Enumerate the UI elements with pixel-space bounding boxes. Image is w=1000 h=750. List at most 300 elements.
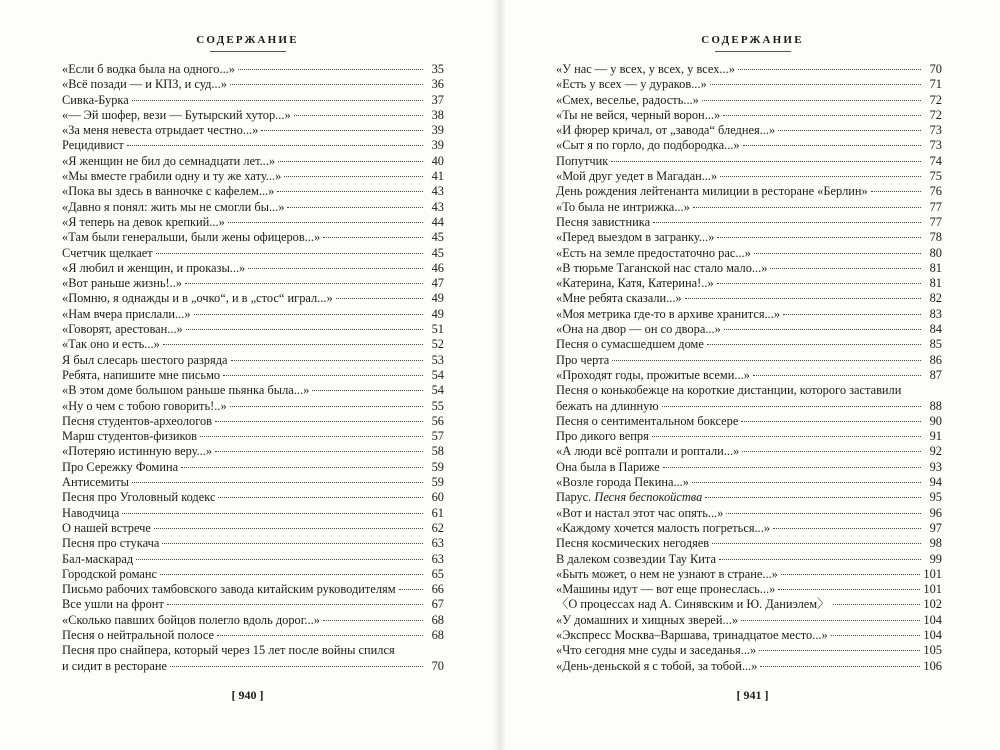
toc-entry-page: 78 bbox=[929, 230, 942, 245]
toc-entry-title: День рождения лейтенанта милиции в ресторане «Берлин» bbox=[556, 184, 868, 199]
dot-leader bbox=[741, 420, 921, 422]
toc-entry bbox=[556, 108, 942, 123]
toc-entry bbox=[556, 307, 942, 322]
toc-entry-title: «Моя метрика где-то в архиве хранится...» bbox=[556, 306, 781, 321]
toc-entry-title: Бал-маскарад bbox=[62, 551, 134, 566]
toc-entry bbox=[556, 506, 942, 521]
left-page-header bbox=[0, 34, 495, 52]
dot-leader bbox=[753, 374, 921, 376]
toc-entry bbox=[62, 567, 444, 582]
toc-entry-page: 96 bbox=[929, 505, 942, 520]
toc-entry bbox=[62, 444, 444, 459]
toc-entry-title: «Ты не вейся, черный ворон...» bbox=[556, 107, 721, 122]
toc-entry-row bbox=[556, 643, 942, 658]
toc-entry-title: Песня о сумасшедшем доме bbox=[556, 337, 704, 352]
toc-entry-row bbox=[556, 291, 942, 306]
toc-entry-row bbox=[556, 475, 942, 490]
toc-entry-row bbox=[556, 276, 942, 291]
toc-entry bbox=[556, 383, 942, 414]
toc-entry bbox=[556, 123, 942, 138]
toc-entry bbox=[62, 628, 444, 643]
toc-entry-row bbox=[62, 353, 444, 368]
toc-entry bbox=[62, 291, 444, 306]
toc-entry bbox=[556, 643, 942, 658]
dot-leader bbox=[215, 450, 423, 452]
toc-entry-row bbox=[556, 261, 942, 276]
toc-entry bbox=[556, 184, 942, 199]
toc-entry-page: 72 bbox=[929, 92, 942, 107]
toc-entry-row bbox=[556, 414, 942, 429]
toc-entry bbox=[556, 291, 942, 306]
dot-leader bbox=[611, 160, 921, 162]
toc-entry-row bbox=[62, 521, 444, 536]
toc-entry bbox=[556, 521, 942, 536]
toc-entry-page: 43 bbox=[431, 184, 444, 199]
toc-entry bbox=[556, 368, 942, 383]
toc-entry-page: 88 bbox=[929, 398, 942, 413]
toc-entry-page: 81 bbox=[929, 276, 942, 291]
toc-entry-page: 106 bbox=[923, 658, 942, 673]
toc-entry bbox=[62, 200, 444, 215]
toc-entry-title: «Каждому хочется малость погреться...» bbox=[556, 520, 771, 535]
toc-entry-title: «Смех, веселье, радость...» bbox=[556, 92, 699, 107]
toc-entry-page: 99 bbox=[929, 551, 942, 566]
toc-entry bbox=[62, 108, 444, 123]
dot-leader bbox=[742, 450, 921, 452]
dot-leader bbox=[712, 542, 921, 544]
toc-entry-title: «Всё позади — и КПЗ, и суд...» bbox=[62, 77, 227, 92]
toc-entry bbox=[62, 215, 444, 230]
toc-entry-title: «Экспресс Москва–Варшава, тринадцатое место...» bbox=[556, 627, 828, 642]
toc-entry-title bbox=[556, 490, 702, 505]
toc-entry-page: 45 bbox=[431, 230, 444, 245]
toc-entry-row bbox=[556, 460, 942, 475]
dot-leader bbox=[228, 221, 423, 223]
toc-entry-title: «То была не интрижка...» bbox=[556, 199, 690, 214]
toc-entry-page: 72 bbox=[929, 107, 942, 122]
toc-entry-title: «В тюрьме Таганской нас стало мало...» bbox=[556, 260, 768, 275]
toc-entry bbox=[556, 597, 942, 612]
toc-entry-row bbox=[62, 123, 444, 138]
toc-entry-row bbox=[556, 62, 942, 77]
left-page bbox=[0, 0, 495, 750]
toc-entry bbox=[556, 444, 942, 459]
toc-entry-row bbox=[62, 506, 444, 521]
dot-leader bbox=[294, 114, 423, 116]
dot-leader bbox=[693, 206, 921, 208]
toc-entry-title: В далеком созвездии Тау Кита bbox=[556, 551, 716, 566]
toc-entry-title: «Я теперь на девок крепкий...» bbox=[62, 214, 225, 229]
dot-leader bbox=[717, 236, 921, 238]
toc-entry-page: 70 bbox=[431, 658, 444, 673]
toc-entry bbox=[62, 383, 444, 398]
toc-entry-page: 68 bbox=[431, 612, 444, 627]
toc-entry-page: 39 bbox=[431, 123, 444, 138]
toc-entry-title: Песня о сентиментальном боксере bbox=[556, 413, 739, 428]
toc-entry-page: 55 bbox=[431, 398, 444, 413]
toc-entry-page: 80 bbox=[929, 245, 942, 260]
toc-entry-row bbox=[62, 138, 444, 153]
toc-entry bbox=[556, 93, 942, 108]
toc-entry-page: 52 bbox=[431, 337, 444, 352]
toc-entry bbox=[62, 353, 444, 368]
toc-entry-row bbox=[556, 108, 942, 123]
toc-entry bbox=[556, 322, 942, 337]
toc-entry-page: 60 bbox=[431, 490, 444, 505]
toc-entry bbox=[62, 582, 444, 597]
header-rule bbox=[210, 51, 286, 52]
toc-entry-title-italic: Песня беспокойства bbox=[594, 490, 703, 505]
dot-leader bbox=[185, 282, 423, 284]
toc-entry-title: Песня про стукача bbox=[62, 536, 160, 551]
toc-entry-page: 101 bbox=[923, 582, 942, 597]
toc-entry-title: «Пока вы здесь в ванночке с кафелем...» bbox=[62, 184, 275, 199]
toc-entry-row bbox=[62, 154, 444, 169]
toc-entry-row bbox=[556, 506, 942, 521]
dot-leader bbox=[702, 99, 921, 101]
dot-leader bbox=[770, 267, 921, 269]
dot-leader bbox=[399, 588, 423, 590]
toc-entry-page: 66 bbox=[431, 582, 444, 597]
toc-entry-row bbox=[62, 460, 444, 475]
toc-entry-title: Счетчик щелкает bbox=[62, 245, 153, 260]
toc-entry-page: 65 bbox=[431, 566, 444, 581]
toc-entry-page: 63 bbox=[431, 536, 444, 551]
toc-entry-title: Городской романс bbox=[62, 566, 157, 581]
toc-entry-title: 〈О процессах над А. Синявским и Ю. Даниэлем〉 bbox=[556, 597, 830, 612]
toc-entry-row bbox=[556, 169, 942, 184]
dot-leader bbox=[726, 512, 921, 514]
toc-entry-row bbox=[556, 77, 942, 92]
toc-entry bbox=[62, 399, 444, 414]
toc-entry bbox=[62, 62, 444, 77]
toc-entry-page: 58 bbox=[431, 444, 444, 459]
toc-entry-title-cont: и сидит в ресторане bbox=[62, 658, 168, 673]
toc-entry bbox=[62, 368, 444, 383]
toc-entry-row bbox=[62, 261, 444, 276]
toc-entry-title: Письмо рабочих тамбовского завода китайским руководителям bbox=[62, 582, 396, 597]
toc-entry bbox=[556, 154, 942, 169]
toc-entry-title: Наводчица bbox=[62, 505, 120, 520]
toc-entry-page: 59 bbox=[431, 459, 444, 474]
dot-leader bbox=[194, 313, 423, 315]
toc-entry-page: 104 bbox=[923, 612, 942, 627]
toc-entry-title: «Я женщин не бил до семнадцати лет...» bbox=[62, 153, 276, 168]
toc-entry-row bbox=[62, 184, 444, 199]
dot-leader bbox=[723, 114, 921, 116]
dot-leader bbox=[127, 144, 423, 146]
toc-entry-title: «Нам вчера прислали...» bbox=[62, 306, 191, 321]
toc-entry-row bbox=[62, 108, 444, 123]
toc-entry bbox=[62, 230, 444, 245]
toc-entry-row bbox=[62, 169, 444, 184]
toc-entry-title: Про черта bbox=[556, 352, 610, 367]
toc-entry-page: 51 bbox=[431, 322, 444, 337]
toc-entry-row bbox=[62, 291, 444, 306]
toc-entry-row bbox=[62, 490, 444, 505]
toc-entry-title: «Сколько павших бойцов полегло вдоль дорог...» bbox=[62, 612, 320, 627]
toc-entry-title: Песня о конькобежце на короткие дистанции, которого заставили bbox=[556, 383, 902, 398]
dot-leader bbox=[186, 328, 423, 330]
toc-entry-row bbox=[556, 154, 942, 169]
toc-entry-row bbox=[62, 628, 444, 643]
toc-entry-title: «Перед выездом в загранку...» bbox=[556, 230, 715, 245]
toc-entry-row bbox=[556, 246, 942, 261]
toc-entry-title: «Машины идут — вот еще пронеслась...» bbox=[556, 582, 776, 597]
dot-leader bbox=[653, 221, 921, 223]
dot-leader bbox=[223, 374, 423, 376]
toc-entry bbox=[556, 552, 942, 567]
toc-entry-row bbox=[556, 230, 942, 245]
toc-entry-row bbox=[62, 567, 444, 582]
toc-entry-page: 97 bbox=[929, 520, 942, 535]
toc-entry-page: 95 bbox=[929, 490, 942, 505]
toc-entry-row bbox=[62, 429, 444, 444]
toc-entry-title: «Я любил и женщин, и проказы...» bbox=[62, 260, 246, 275]
toc-entry-page: 94 bbox=[929, 475, 942, 490]
toc-entry-row bbox=[556, 521, 942, 536]
toc-entry-title-cont: бежать на длинную bbox=[556, 398, 659, 413]
toc-entry-page: 70 bbox=[929, 62, 942, 76]
dot-leader bbox=[181, 466, 423, 468]
toc-entry-row bbox=[62, 536, 444, 551]
toc-entry-row bbox=[556, 200, 942, 215]
dot-leader bbox=[336, 297, 423, 299]
toc-entry-page: 44 bbox=[431, 214, 444, 229]
toc-entry-page: 62 bbox=[431, 520, 444, 535]
toc-entry-row bbox=[556, 567, 942, 582]
toc-entry-title: Сивка-Бурка bbox=[62, 92, 129, 107]
toc-entry-row bbox=[556, 322, 942, 337]
toc-entry-page: 47 bbox=[431, 276, 444, 291]
dot-leader bbox=[781, 573, 921, 575]
toc-entry-title: Все ушли на фронт bbox=[62, 597, 164, 612]
toc-entry bbox=[556, 582, 942, 597]
dot-leader bbox=[738, 68, 921, 70]
dot-leader bbox=[132, 99, 423, 101]
dot-leader bbox=[741, 619, 920, 621]
toc-entry bbox=[62, 138, 444, 153]
toc-entry-title: «У нас — у всех, у всех, у всех...» bbox=[556, 62, 735, 76]
toc-entry-title: «Вот раньше жизнь!..» bbox=[62, 276, 183, 291]
toc-entry bbox=[556, 353, 942, 368]
toc-entry-title: «Помню, я однажды и в „очко“, и в „стос“ играл...» bbox=[62, 291, 333, 306]
toc-entry-page: 105 bbox=[923, 643, 942, 658]
dot-leader bbox=[248, 267, 423, 269]
toc-entry-title-main: Парус. bbox=[556, 490, 592, 505]
toc-entry bbox=[62, 246, 444, 261]
dot-leader bbox=[200, 435, 423, 437]
toc-entry-page: 91 bbox=[929, 429, 942, 444]
toc-entry-page: 102 bbox=[923, 597, 942, 612]
toc-entry-page: 46 bbox=[431, 260, 444, 275]
toc-entry bbox=[62, 490, 444, 505]
toc-entry-row bbox=[556, 597, 942, 612]
toc-entry-row bbox=[62, 399, 444, 414]
toc-entry bbox=[556, 77, 942, 92]
toc-entry-title: «Так оно и есть...» bbox=[62, 337, 160, 352]
dot-leader bbox=[759, 649, 920, 651]
dot-leader bbox=[705, 496, 921, 498]
dot-leader bbox=[278, 160, 423, 162]
dot-leader bbox=[163, 343, 423, 345]
dot-leader bbox=[122, 512, 423, 514]
toc-entry-row bbox=[62, 414, 444, 429]
toc-entry bbox=[62, 613, 444, 628]
toc-entry-page: 56 bbox=[431, 413, 444, 428]
toc-entry bbox=[62, 184, 444, 199]
toc-entry-title: «Сыт я по горло, до подбородка...» bbox=[556, 138, 740, 153]
toc-entry bbox=[62, 337, 444, 352]
dot-leader bbox=[662, 405, 921, 407]
toc-entry bbox=[62, 93, 444, 108]
toc-entry-title: Песня про снайпера, который через 15 лет после войны спился bbox=[62, 643, 395, 658]
toc-entry-title: «Мой друг уедет в Магадан...» bbox=[556, 169, 718, 184]
dot-leader bbox=[312, 389, 423, 391]
toc-entry bbox=[556, 62, 942, 77]
toc-entry-page: 53 bbox=[431, 352, 444, 367]
toc-entry bbox=[556, 536, 942, 551]
toc-entry-title: «Быть может, о нем не узнают в стране...» bbox=[556, 566, 778, 581]
toc-entry-page: 54 bbox=[431, 367, 444, 382]
toc-entry-title: Песня завистника bbox=[556, 214, 651, 229]
toc-entry-title: Она была в Париже bbox=[556, 459, 660, 474]
dot-leader bbox=[652, 435, 921, 437]
dot-leader bbox=[724, 328, 921, 330]
dot-leader bbox=[162, 542, 423, 544]
toc-entry-page: 93 bbox=[929, 459, 942, 474]
toc-entry-page: 49 bbox=[431, 291, 444, 306]
dot-leader bbox=[167, 603, 423, 605]
header-rule bbox=[715, 51, 791, 52]
toc-entry-page: 87 bbox=[929, 367, 942, 382]
toc-entry-row bbox=[62, 475, 444, 490]
toc-entry-title: «Там были генеральши, были жены офицеров...» bbox=[62, 230, 321, 245]
toc-entry bbox=[556, 613, 942, 628]
right-page-header bbox=[505, 34, 1000, 52]
toc-entry-row bbox=[62, 337, 444, 352]
toc-entry-row bbox=[62, 307, 444, 322]
left-folio-number: 940 bbox=[238, 688, 257, 702]
dot-leader bbox=[230, 83, 423, 85]
dot-leader bbox=[231, 359, 423, 361]
left-folio: [ 940 ] bbox=[231, 688, 264, 702]
toc-entry-row bbox=[556, 353, 942, 368]
toc-entry-title: «У домашних и хищных зверей...» bbox=[556, 612, 739, 627]
toc-entry-row bbox=[62, 322, 444, 337]
toc-entry-page: 37 bbox=[431, 92, 444, 107]
toc-entry-page: 36 bbox=[431, 77, 444, 92]
toc-entry-title: «— Эй шофер, вези — Бутырский хутор...» bbox=[62, 107, 291, 122]
dot-leader bbox=[831, 634, 921, 636]
toc-entry-title: Я был слесарь шестого разряда bbox=[62, 352, 228, 367]
toc-entry-row bbox=[556, 307, 942, 322]
toc-entry-title: «Что сегодня мне суды и заседанья...» bbox=[556, 643, 757, 658]
toc-entry bbox=[556, 230, 942, 245]
toc-entry-title: «Катерина, Катя, Катерина!..» bbox=[556, 276, 714, 291]
toc-entry-row bbox=[62, 230, 444, 245]
toc-entry-page: 59 bbox=[431, 475, 444, 490]
toc-entry-title: «Возле города Пекина...» bbox=[556, 475, 689, 490]
toc-entry-page: 43 bbox=[431, 199, 444, 214]
toc-entry-title: «Ну о чем с тобою говорить!..» bbox=[62, 398, 227, 413]
toc-entry bbox=[556, 337, 942, 352]
toc-entry-page: 81 bbox=[929, 260, 942, 275]
dot-leader bbox=[612, 359, 921, 361]
toc-entry-row bbox=[556, 628, 942, 643]
toc-entry-row bbox=[62, 62, 444, 77]
dot-leader bbox=[284, 175, 423, 177]
toc-entry-row bbox=[62, 77, 444, 92]
dot-leader bbox=[323, 236, 423, 238]
toc-entry-row bbox=[556, 613, 942, 628]
dot-leader bbox=[156, 252, 423, 254]
toc-entry-title: «А люди всё роптали и роптали...» bbox=[556, 444, 740, 459]
dot-leader bbox=[760, 665, 920, 667]
dot-leader bbox=[154, 527, 423, 529]
dot-leader bbox=[277, 190, 423, 192]
toc-entry-row bbox=[62, 613, 444, 628]
toc-entry-page: 45 bbox=[431, 245, 444, 260]
toc-entry-title: «Говорят, арестован...» bbox=[62, 322, 183, 337]
toc-entry-row bbox=[556, 659, 942, 674]
toc-entry bbox=[556, 200, 942, 215]
toc-entry bbox=[556, 138, 942, 153]
dot-leader bbox=[230, 405, 423, 407]
dot-leader bbox=[707, 343, 921, 345]
toc-entry-page: 68 bbox=[431, 627, 444, 642]
dot-leader bbox=[663, 466, 921, 468]
toc-entry-page: 41 bbox=[431, 169, 444, 184]
dot-leader bbox=[323, 619, 423, 621]
toc-entry-title: Песня студентов-археологов bbox=[62, 413, 213, 428]
dot-leader bbox=[778, 588, 920, 590]
toc-entry-page: 71 bbox=[929, 77, 942, 92]
toc-entry-page: 38 bbox=[431, 107, 444, 122]
toc-entry-title: «Давно я понял: жить мы не смогли бы...» bbox=[62, 199, 285, 214]
dot-leader bbox=[754, 252, 921, 254]
toc-entry-row bbox=[62, 383, 444, 398]
toc-entry bbox=[556, 414, 942, 429]
dot-leader bbox=[717, 282, 921, 284]
dot-leader bbox=[692, 481, 921, 483]
toc-entry-row bbox=[556, 429, 942, 444]
toc-entry-row bbox=[556, 399, 942, 414]
dot-leader bbox=[170, 665, 423, 667]
dot-leader bbox=[218, 496, 423, 498]
toc-entry-row bbox=[556, 444, 942, 459]
toc-entry-title: Марш студентов-физиков bbox=[62, 429, 197, 444]
toc-entry-row bbox=[62, 246, 444, 261]
toc-entry-title: «День-деньской я с тобой, за тобой...» bbox=[556, 658, 758, 673]
toc-entry-page: 92 bbox=[929, 444, 942, 459]
toc-entry-row bbox=[62, 659, 444, 674]
toc-entry-title: «Потеряю истинную веру...» bbox=[62, 444, 213, 459]
dot-leader bbox=[136, 558, 423, 560]
toc-entry-page: 74 bbox=[929, 153, 942, 168]
toc-entry-page: 86 bbox=[929, 352, 942, 367]
toc-entry-row bbox=[556, 337, 942, 352]
dot-leader bbox=[217, 634, 423, 636]
toc-entry-title: «Если б водка была на одного...» bbox=[62, 62, 235, 76]
left-toc-list bbox=[62, 62, 444, 674]
toc-entry-page: 39 bbox=[431, 138, 444, 153]
toc-entry bbox=[62, 77, 444, 92]
toc-entry bbox=[556, 490, 942, 505]
dot-leader bbox=[215, 420, 423, 422]
dot-leader bbox=[833, 603, 921, 605]
toc-entry-row bbox=[556, 138, 942, 153]
